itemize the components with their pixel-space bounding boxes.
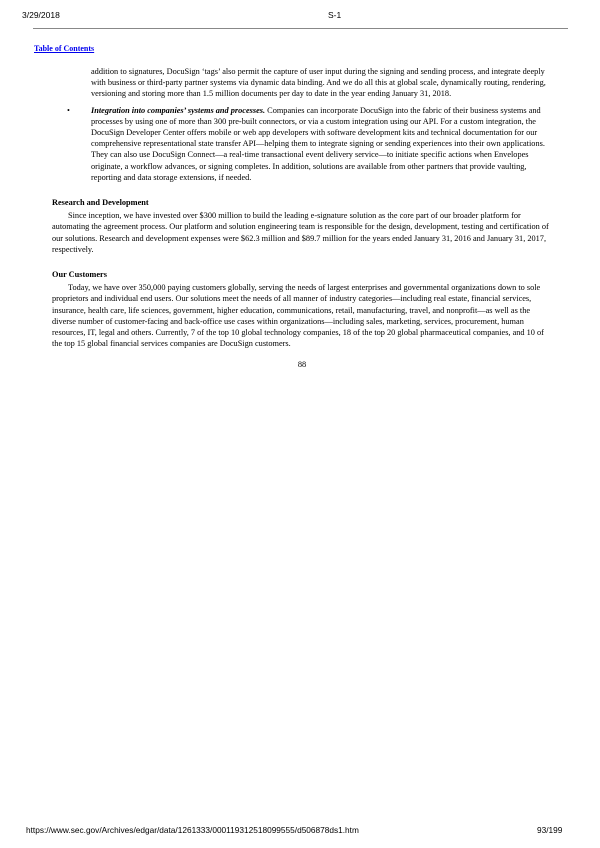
bullet-text: Companies can incorporate DocuSign into the fabric of their business systems and processes by using one of more than 300 pre-built connectors, or via a custom integration using our API. For a custom integration, the DocuSign Developer Center offers mobile or web app developers with software development kits and technical documentation for our comprehensive representational state transfer API—helping them to integrate signing or sending experiences into their own applications. They can also use DocuSign Connect—a real-time transactional event delivery service—to initiate specific actions when Envelopes originate, a workflow advances, or signing completes. In addition, solutions are available from other partners that provide vaulting, reporting and data storage extensions, if needed. (91, 105, 545, 182)
continuation-paragraph: addition to signatures, DocuSign ‘tags’ also permit the capture of user input during the signing and sending process, and integrate deeply with business or third-party partner systems via dynamic data binding. And we do all this at global scale, dynamically routing, rendering, versioning and storing more than 1.5 million documents per day to date in the year ending January 31, 2018. (91, 67, 546, 99)
bullet-item-integration (52, 105, 552, 183)
print-title: S-1 (328, 10, 342, 20)
bullet-icon: • (67, 105, 70, 115)
print-date: 3/29/2018 (22, 10, 60, 20)
bullet-lead-in: Integration into companies’ systems and processes. (91, 105, 266, 115)
research-paragraph: Since inception, we have invested over $300 million to build the leading e-signature solution as the core part of our broader platform for automating the agreement process. Our platform and solution engineering team is responsible for the design, development, testing and certification of our solutions. Research and development expenses were $62.3 million and $89.7 million for the years ended January 31, 2016 and January 31, 2017, respectively. (52, 211, 549, 254)
table-of-contents-link[interactable]: Table of Contents (34, 44, 95, 53)
page-number: 88 (297, 360, 307, 370)
document-body (52, 66, 552, 371)
section-heading-research: Research and Development (52, 198, 149, 208)
print-page-count: 93/199 (537, 825, 563, 835)
header-divider (33, 28, 568, 29)
customers-paragraph: Today, we have over 350,000 paying customers globally, serving the needs of largest enterprises and governmental organizations down to sole proprietors and individual end users. Our solutions meet the needs of all manner of industry categories—including real estate, financial services, insurance, health care, life sciences, government, higher education, communications, retail, manufacturing, travel, and nonprofit—as well as the diverse number of customer-facing and back-office use cases within organizations—including sales, marketing, services, procurement, human resources, IT, legal and others. Currently, 7 of the top 10 global technology companies, 18 of the top 20 global pharmaceutical companies, and 10 of the top 15 global financial services companies are DocuSign customers. (52, 283, 544, 349)
section-heading-customers: Our Customers (52, 270, 107, 280)
print-url: https://www.sec.gov/Archives/edgar/data/1261333/000119312518099555/d506878ds1.htm (26, 825, 359, 835)
